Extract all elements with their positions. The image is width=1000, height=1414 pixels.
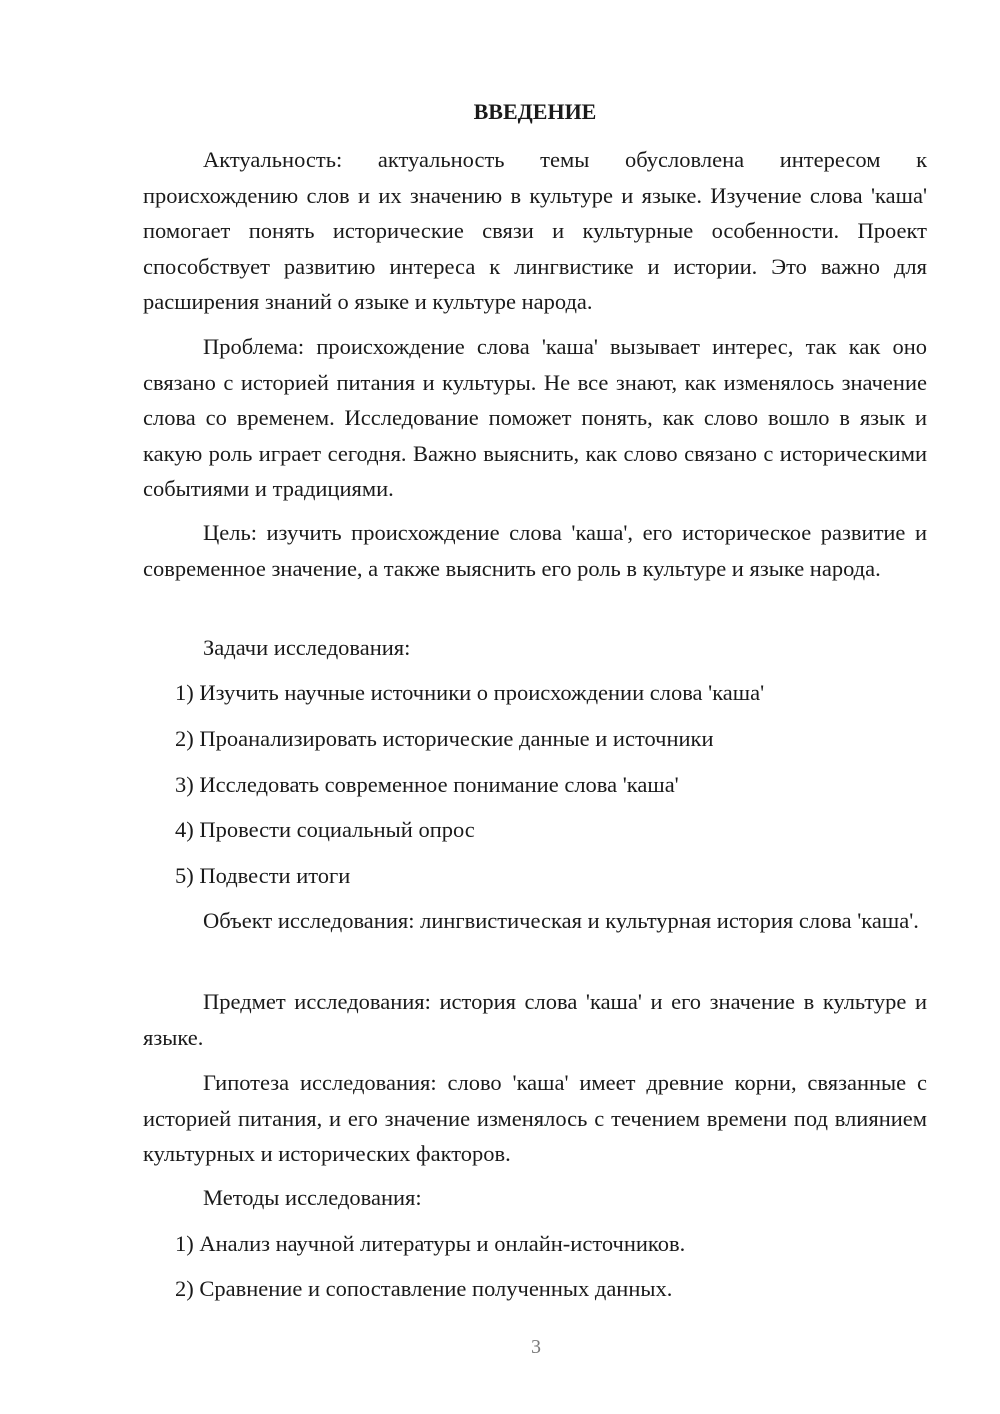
tasks-title: Задачи исследования: [203,635,411,660]
section-heading: ВВЕДЕНИЕ [473,99,597,124]
page-number: 3 [531,1336,541,1358]
method-item: 1) Анализ научной литературы и онлайн-источников. [175,1231,686,1256]
task-item: 2) Проанализировать исторические данные и источники [175,726,714,751]
task-item: 5) Подвести итоги [175,863,351,888]
problem-paragraph: Проблема: происхождение слова 'каша' вызывает интерес, так как оно связано с историей питания и культуры. Не все знают, как изменялось значение слова со временем. Исследование поможет понять, как слово вошло в язык и какую роль играет сегодня. Важно выяснить, как слово связано с историческими событиями и традициями. [143,334,927,501]
method-item: 2) Сравнение и сопоставление полученных данных. [175,1276,673,1301]
relevance-paragraph: Актуальность: актуальность темы обусловлена интересом к происхождению слов и их значению в культуре и языке. Изучение слова 'каша' помогает понять исторические связи и культурные особенности. Проект способствует развитию интереса к лингвистике и истории. Это важно для расширения знаний о языке и культуре народа. [143,147,927,314]
methods-title: Методы исследования: [203,1185,422,1210]
goal-paragraph: Цель: изучить происхождение слова 'каша', его историческое развитие и современное значение, а также выяснить его роль в культуре и языке народа. [143,520,927,581]
task-item: 1) Изучить научные источники о происхождении слова 'каша' [175,680,765,705]
object-paragraph: Объект исследования: лингвистическая и культурная история слова 'каша'. [203,908,919,933]
hypothesis-paragraph: Гипотеза исследования: слово 'каша' имеет древние корни, связанные с историей питания, и его значение изменялось с течением времени под влиянием культурных и исторических факторов. [143,1070,927,1166]
task-item: 4) Провести социальный опрос [175,817,475,842]
task-item: 3) Исследовать современное понимание слова 'каша' [175,772,679,797]
subject-paragraph: Предмет исследования: история слова 'каша' и его значение в культуре и языке. [143,989,927,1050]
